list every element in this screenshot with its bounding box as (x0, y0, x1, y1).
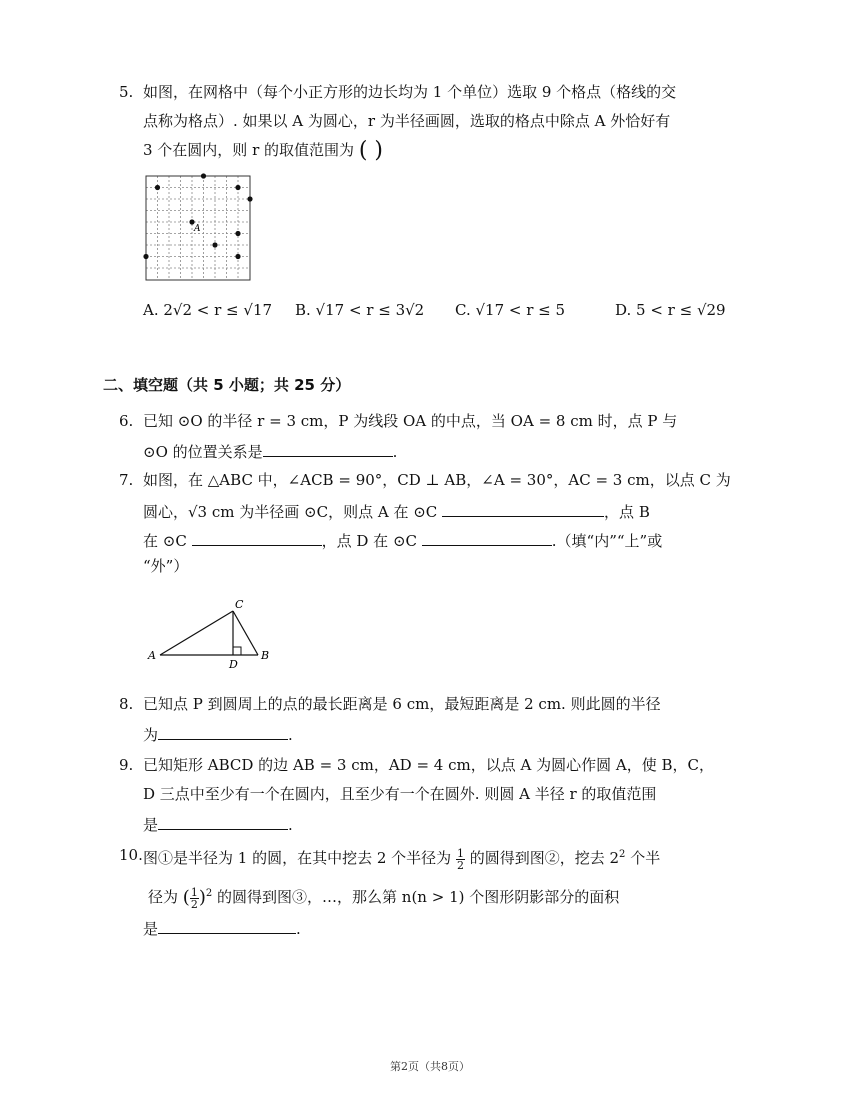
question-5-line-1: 如图，在网格中（每个小正方形的边长均为 1 个单位）选取 9 个格点（格线的交 (143, 83, 677, 101)
question-7-line-2 (143, 500, 650, 522)
answer-blank[interactable] (192, 529, 322, 546)
section-heading: 二、填空题（共 5 小题；共 25 分） (103, 376, 351, 394)
answer-blank[interactable] (158, 723, 288, 740)
grid-point (235, 185, 240, 190)
question-6-line-2-end: . (392, 443, 398, 461)
option-d: D. 5 < r ≤ √29 (615, 301, 726, 319)
question-10-line-2-end: 的圆得到图③，…，那么第 n(n > 1) 个图形阴影部分的面积 (217, 888, 620, 906)
question-10-line-1-end: 个半 (630, 849, 661, 867)
question-8-line-2 (143, 723, 293, 745)
question-7-number: 7. (119, 471, 134, 489)
question-6-line-2 (143, 440, 397, 462)
question-7-line-1: 如图，在 △ABC 中，∠ACB = 90°，CD ⊥ AB，∠A = 30°，AC = 3 cm，以点 C 为 (143, 471, 731, 489)
question-10-number: 10. (119, 846, 143, 864)
question-10-line-3-end: . (296, 920, 301, 938)
question-7-line-4: “外”） (143, 557, 189, 575)
answer-blank[interactable] (442, 500, 604, 517)
question-10-line-3 (143, 917, 301, 939)
question-8-number: 8. (119, 695, 134, 713)
grid-point (201, 173, 206, 178)
right-angle-mark (233, 647, 241, 655)
question-10-line-1 (143, 845, 660, 871)
option-b: B. √17 < r ≤ 3√2 (295, 301, 425, 319)
question-6-number: 6. (119, 412, 134, 430)
exponent: 2 (205, 888, 213, 899)
answer-blank[interactable] (158, 813, 288, 830)
vertex-c-label: C (235, 598, 244, 611)
question-7-line-3-end: .（填“内”“上”或 (551, 532, 663, 550)
vertex-d-label: D (229, 658, 238, 671)
question-9-line-3 (143, 813, 293, 835)
triangle-figure (140, 592, 280, 672)
question-9-number: 9. (119, 756, 134, 774)
question-5-line-2: 点称为格点）. 如果以 A 为圆心，r 为半径画圆，选取的格点中除点 A 外恰好有 (143, 112, 671, 130)
grid-point (212, 242, 217, 247)
question-7-line-3-mid: ，点 D 在 ⊙C (321, 532, 417, 550)
grid-point-a-label: A (194, 224, 201, 234)
question-5-line-3 (143, 140, 383, 161)
grid-point (247, 196, 252, 201)
question-10-line-3-text: 是 (143, 920, 159, 938)
fraction-one-half-power: $\frac{1}{2}$ (190, 885, 198, 911)
question-7-line-2-text: 圆心，√3 cm 为半径画 ⊙C，则点 A 在 ⊙C (143, 503, 438, 521)
question-6-line-1: 已知 ⊙O 的半径 r = 3 cm，P 为线段 OA 的中点，当 OA = 8 cm 时，点 P 与 (143, 412, 678, 430)
option-c: C. √17 < r ≤ 5 (455, 301, 566, 319)
page-footer: 第2页（共8页） (390, 1060, 470, 1073)
question-7-line-3-text: 在 ⊙C (143, 532, 187, 550)
fraction-one-half: $\frac{1}{2}$ (456, 846, 464, 872)
grid-figure (140, 170, 255, 285)
side-bc (233, 611, 258, 655)
question-8-line-1: 已知点 P 到圆周上的点的最长距离是 6 cm，最短距离是 2 cm. 则此圆的半径 (143, 695, 661, 713)
question-9-line-2: D 三点中至少有一个在圆内，且至少有一个在圆外. 则圆 A 半径 r 的取值范围 (143, 785, 657, 803)
question-10-line-2-text: 径为 (148, 888, 179, 906)
question-8-line-2-end: . (288, 726, 293, 744)
question-10-line-2: 径为 ( $\frac{1}{2}$ )$^2$ 的圆得到图③，…，那么第 n(n > 1) 个图形阴影部分的面积 (148, 885, 620, 911)
question-7-line-2-end: ，点 B (604, 503, 650, 521)
grid-points (143, 173, 252, 259)
question-9-line-1: 已知矩形 ABCD 的边 AB = 3 cm，AD = 4 cm，以点 A 为圆心作圆 A，使 B，C， (143, 756, 714, 774)
question-7-line-3 (143, 529, 662, 551)
grid-point (235, 231, 240, 236)
grid-point (143, 254, 148, 259)
grid-point (155, 185, 160, 190)
question-10-line-1-text: 图①是半径为 1 的圆，在其中挖去 2 个半径为 (143, 849, 452, 867)
answer-blank[interactable] (263, 440, 393, 457)
vertex-a-label: A (148, 649, 156, 662)
vertex-b-label: B (261, 649, 270, 662)
answer-bracket: ( ) (358, 138, 383, 163)
question-8-line-2-text: 为 (143, 726, 159, 744)
question-9-line-3-end: . (288, 816, 293, 834)
option-a: A. 2√2 < r ≤ √17 (143, 301, 273, 319)
question-9-line-3-text: 是 (143, 816, 159, 834)
side-ac (160, 611, 233, 655)
question-10-line-1-mid: 的圆得到图②，挖去 2 (469, 849, 620, 867)
answer-blank[interactable] (158, 917, 296, 934)
question-5-line-3-text: 3 个在圆内，则 r 的取值范围为 (143, 141, 355, 159)
exponent: 2 (619, 849, 626, 860)
grid-point (235, 254, 240, 259)
question-6-line-2-text: ⊙O 的位置关系是 (143, 443, 263, 461)
question-5-number: 5. (119, 83, 134, 101)
answer-blank[interactable] (422, 529, 552, 546)
